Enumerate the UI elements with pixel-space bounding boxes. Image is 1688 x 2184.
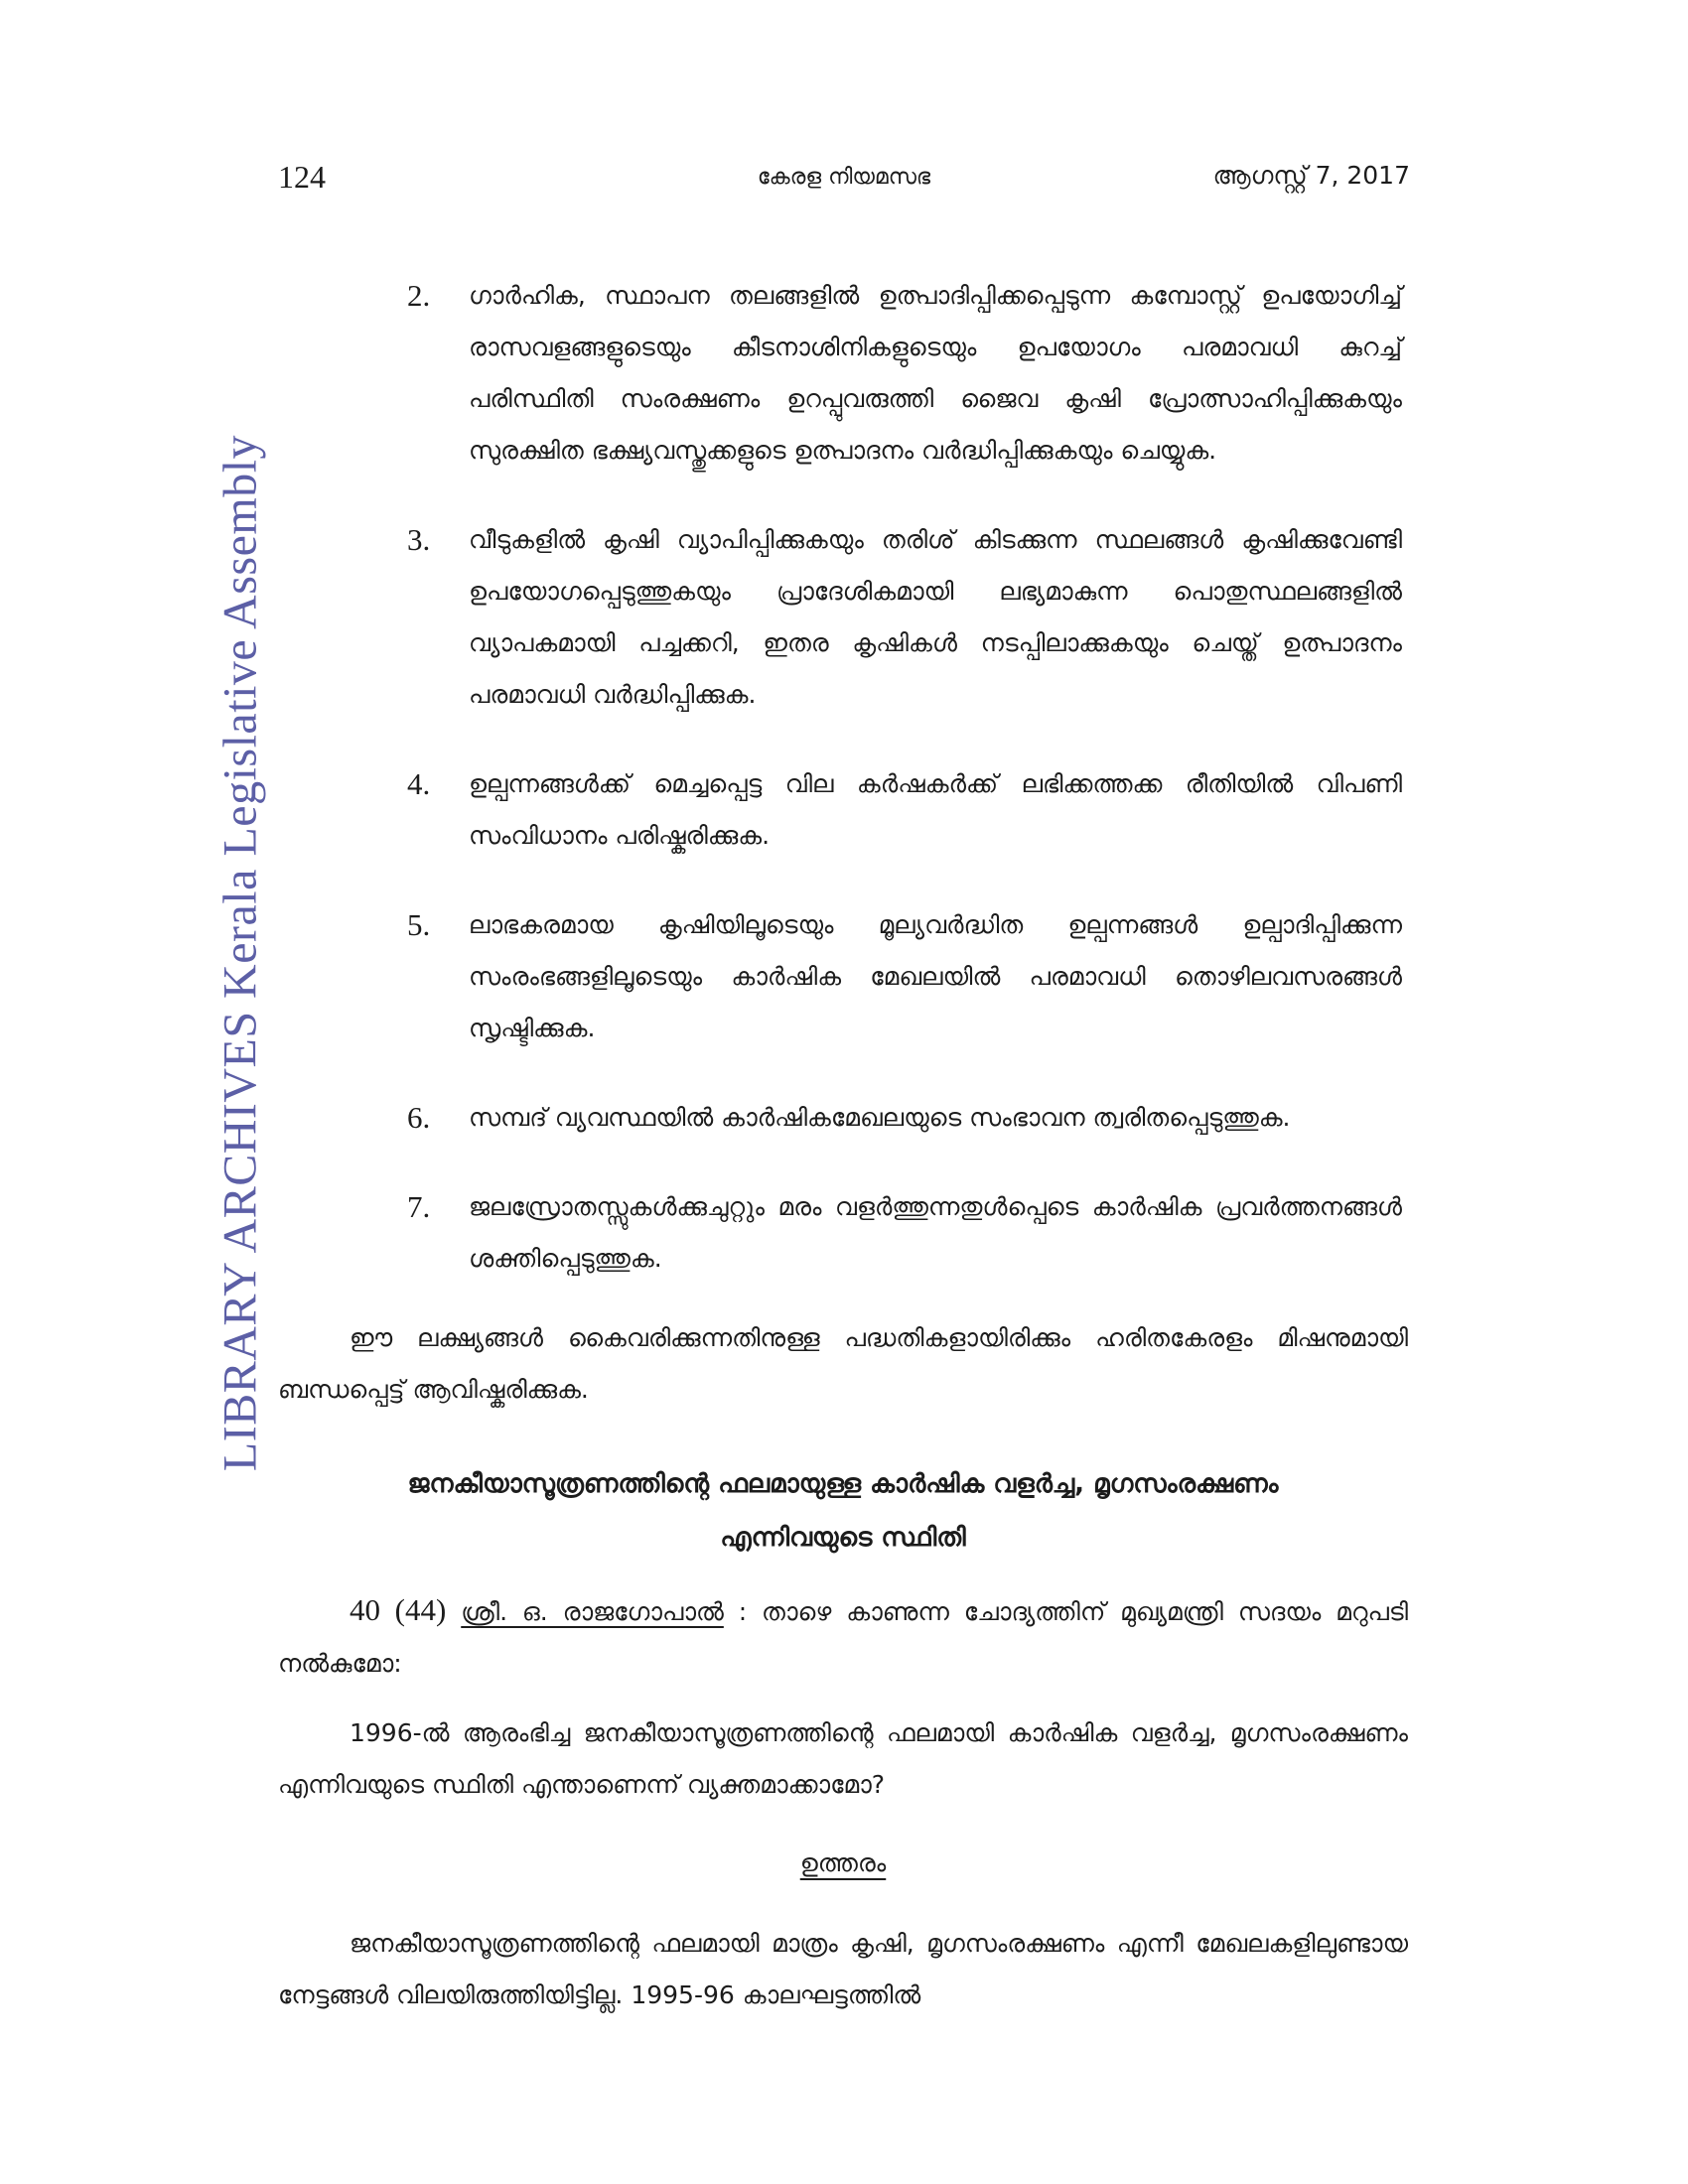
conclusion-paragraph: ഈ ലക്ഷ്യങ്ങൾ കൈവരിക്കുന്നതിനുള്ള പദ്ധതികളായിരിക്കും ഹരിതകേരളം മിഷനുമായി ബന്ധപ്പെട്ട് ആവിഷ്കരിക്കുക.	[278, 1323, 1408, 1404]
list-item-number: 4.	[407, 766, 431, 801]
question-intro	[278, 1584, 1408, 1690]
section-heading	[278, 1457, 1408, 1565]
list-item-text: ഉല്പന്നങ്ങൾക്ക് മെച്ചപ്പെട്ട വില കർഷകർക്ക് ലഭിക്കത്തക്ക രീതിയിൽ വിപണി സംവിധാനം പരിഷ്കരിക്കുക.	[469, 769, 1402, 850]
archive-watermark: LIBRARY ARCHIVES Kerala Legislative Assembly	[213, 434, 267, 1472]
list-item-number: 6.	[407, 1100, 431, 1135]
answer-text: ജനകീയാസൂത്രണത്തിന്റെ ഫലമായി മാത്രം കൃഷി, മൃഗസംരക്ഷണം എന്നീ മേഖലകളിലുണ്ടായ നേട്ടങ്ങൾ വിലയിരുത്തിയിട്ടില്ല. 1995-96 കാലഘട്ടത്തിൽ	[278, 1929, 1408, 2009]
page-number: 124	[278, 159, 326, 195]
list-item	[409, 1181, 1402, 1285]
list-item-text: ഗാർഹിക, സ്ഥാപന തലങ്ങളിൽ ഉത്പാദിപ്പിക്കപ്പെടുന്ന കമ്പോസ്റ്റ് ഉപയോഗിച്ച് രാസവളങ്ങളുടെയും കീടനാശിനികളുടെയും ഉപയോഗം പരമാവധി കുറച്ച് പരിസ്ഥിതി സംരക്ഷണം ഉറപ്പുവരുത്തി ജൈവ കൃഷി പ്രോത്സാഹിപ്പിക്കുകയും സുരക്ഷിത ഭക്ഷ്യവസ്തുക്കളുടെ ഉത്പാദനം വർദ്ധിപ്പിക്കുകയും ചെയ്യുക.	[469, 281, 1402, 465]
answer-heading: ഉത്തരം	[799, 1848, 887, 1877]
objectives-list	[409, 270, 1402, 1322]
header-date: ആഗസ്റ്റ് 7, 2017	[1212, 161, 1410, 190]
list-item-number: 3.	[407, 522, 431, 557]
member-name: ശ്രീ. ഒ. രാജഗോപാൽ	[461, 1597, 724, 1626]
section-heading-line-2: എന്നിവയുടെ സ്ഥിതി	[720, 1523, 966, 1553]
question-intro-text: : താഴെ കാണുന്ന ചോദ്യത്തിന് മുഖ്യമന്ത്രി സദയം മറുപടി നൽകുമോ:	[278, 1597, 1408, 1678]
running-title: കേരള നിയമസഭ	[757, 165, 931, 190]
list-item	[409, 514, 1402, 721]
list-item-text: വീടുകളിൽ കൃഷി വ്യാപിപ്പിക്കുകയും തരിശ് കിടക്കുന്ന സ്ഥലങ്ങൾ കൃഷിക്കുവേണ്ടി ഉപയോഗപ്പെടുത്തുകയും പ്രാദേശികമായി ലഭ്യമാകുന്ന പൊതുസ്ഥലങ്ങളിൽ വ്യാപകമായി പച്ചക്കറി, ഇതര കൃഷികൾ നടപ്പിലാക്കുകയും ചെയ്ത് ഉത്പാദനം പരമാവധി വർദ്ധിപ്പിക്കുക.	[469, 525, 1402, 709]
list-item-text: സമ്പദ് വ്യവസ്ഥയിൽ കാർഷികമേഖലയുടെ സംഭാവന ത്വരിതപ്പെടുത്തുക.	[469, 1103, 1291, 1132]
section-heading-line-1: ജനകീയാസൂത്രണത്തിന്റെ ഫലമായുള്ള കാർഷിക വളർച്ച, മൃഗസംരക്ഷണം	[407, 1469, 1279, 1499]
list-item	[409, 1092, 1402, 1144]
list-item	[409, 899, 1402, 1054]
list-item	[409, 758, 1402, 862]
list-item-text: ലാഭകരമായ കൃഷിയിലൂടെയും മൂല്യവർദ്ധിത ഉല്പന്നങ്ങൾ ഉല്പാദിപ്പിക്കുന്ന സംരംഭങ്ങളിലൂടെയും കാർഷിക മേഖലയിൽ പരമാവധി തൊഴിലവസരങ്ങൾ സൃഷ്ടിക്കുക.	[469, 910, 1402, 1042]
list-item	[409, 270, 1402, 477]
list-item-number: 5.	[407, 907, 431, 942]
question-text: 1996-ൽ ആരംഭിച്ച ജനകീയാസൂത്രണത്തിന്റെ ഫലമായി കാർഷിക വളർച്ച, മൃഗസംരക്ഷണം എന്നിവയുടെ സ്ഥിതി എന്താണെന്ന് വ്യക്തമാക്കാമോ?	[278, 1718, 1408, 1799]
list-item-text: ജലസ്രോതസ്സുകൾക്കുചുറ്റും മരം വളർത്തുന്നതുൾപ്പെടെ കാർഷിക പ്രവർത്തനങ്ങൾ ശക്തിപ്പെടുത്തുക.	[469, 1192, 1402, 1273]
question-number: 40 (44)	[350, 1592, 447, 1627]
list-item-number: 7.	[407, 1189, 431, 1224]
list-item-number: 2.	[407, 278, 431, 313]
page-header	[278, 159, 1410, 208]
